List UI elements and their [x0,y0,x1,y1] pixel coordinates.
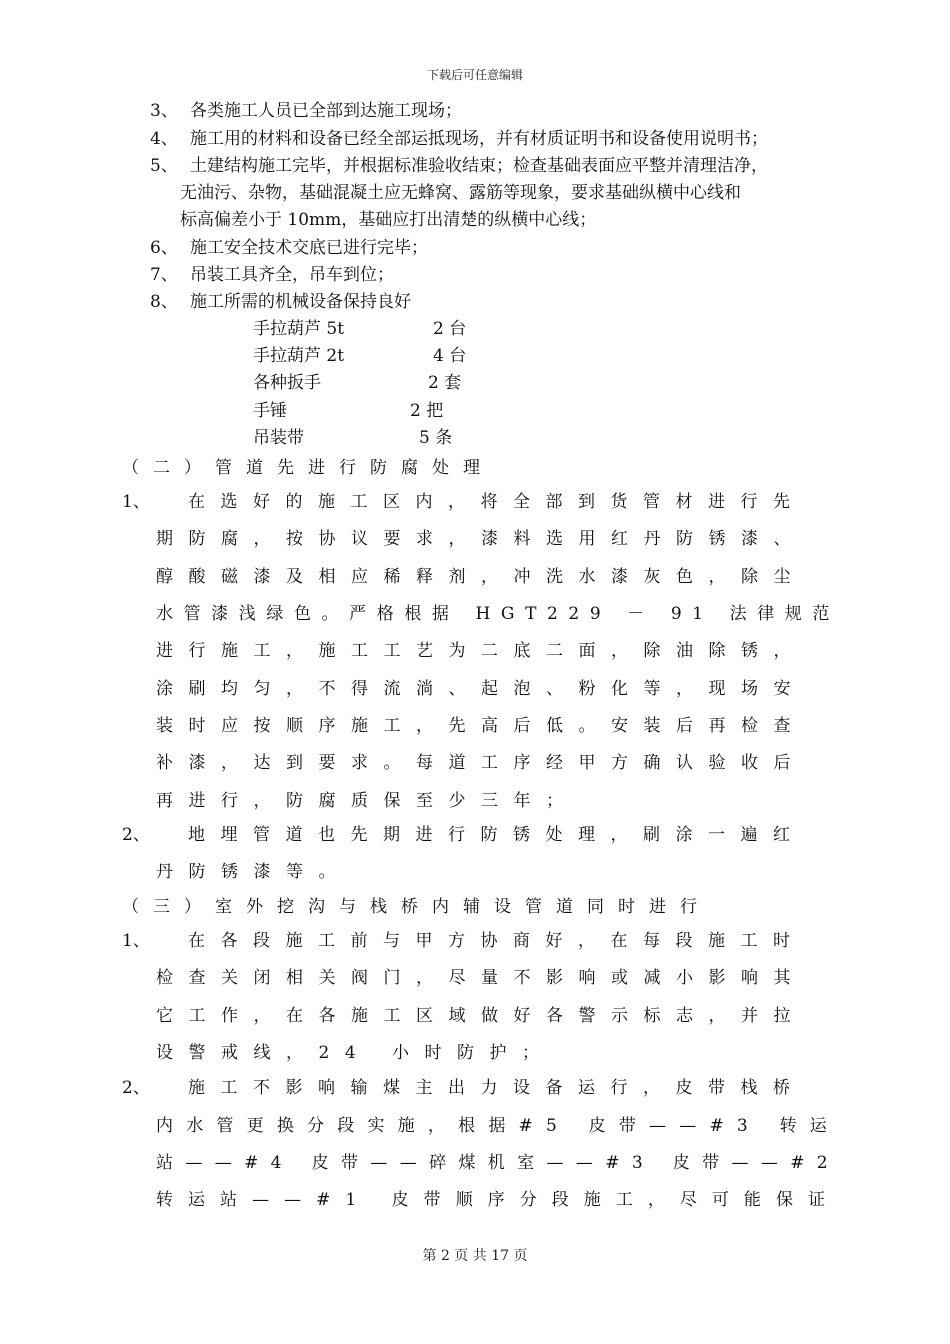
tool-quantity: 5 条 [419,428,453,448]
paragraph-line: 水管漆浅绿色。严格根据 HGT229 － 91 法律规范 [156,604,840,624]
paragraph-line: 检查关闭相关阀门，尽量不影响或减小影响其 [156,968,806,988]
list-number: 7、 [150,265,178,285]
tool-name: 手拉葫芦 2t [253,346,345,366]
tool-quantity: 2 把 [410,401,444,421]
list-item: 施工用的材料和设备已经全部运抵现场，并有材质证明书和设备使用说明书； [190,129,768,149]
tool-quantity: 2 台 [433,319,467,339]
paragraph-line: 设警戒线，24 小时防护； [156,1043,555,1063]
list-item-continued: 无油污、杂物，基础混凝土应无蜂窝、露筋等现象，要求基础纵横中心线和 [180,183,741,203]
list-number: 8、 [150,292,178,312]
tool-name: 手拉葫芦 5t [253,319,345,339]
paragraph-line: 转运站——#1 皮带顺序分段施工，尽可能保证 [156,1190,840,1210]
list-item: 土建结构施工完毕，并根据标准验收结束；检查基础表面应平整并清理洁净， [190,156,768,176]
section-heading: （二）管道先进行防腐处理 [122,458,494,478]
tool-quantity: 4 台 [433,346,467,366]
paragraph-line: 在各段施工前与甲方协商好，在每段施工时 [188,931,806,951]
list-number: 6、 [150,238,178,258]
page-header: 下载后可任意编辑 [426,68,523,82]
list-number: 2、 [122,1078,150,1098]
list-number: 3、 [150,101,178,121]
list-item: 施工所需的机械设备保持良好 [190,292,411,312]
paragraph-line: 涂刷均匀，不得流淌、起泡、粉化等，现场安 [156,679,806,699]
tool-name: 各种扳手 [253,373,321,393]
paragraph-line: 再进行，防腐质保至少三年； [156,791,579,811]
tool-name: 手锤 [253,401,287,421]
list-number: 1、 [122,931,150,951]
paragraph-line: 在选好的施工区内，将全部到货管材进行先 [188,492,806,512]
paragraph-line: 期防腐，按协议要求，漆料选用红丹防锈漆、 [156,529,806,549]
page-footer: 第 2 页 共 17 页 [422,1248,528,1264]
paragraph-line: 地埋管道也先期进行防锈处理，刷涂一遍红 [188,825,806,845]
list-item: 各类施工人员已全部到达施工现场； [190,101,462,121]
list-item-continued: 标高偏差小于 10mm，基础应打出清楚的纵横中心线； [180,210,597,230]
list-item: 施工安全技术交底已进行完毕； [190,238,428,258]
paragraph-line: 内水管更换分段实施，根据#5 皮带——#3 转运 [156,1116,840,1136]
tool-name: 吊装带 [253,428,304,448]
paragraph-line: 站——#4 皮带——碎煤机室——#3 皮带——#2 [156,1153,840,1173]
paragraph-line: 醇酸磁漆及相应稀释剂，冲洗水漆灰色，除尘 [156,567,806,587]
list-item: 吊装工具齐全，吊车到位； [190,265,394,285]
paragraph-line: 补漆，达到要求。每道工序经甲方确认验收后 [156,753,806,773]
section-heading: （三）室外挖沟与栈桥内辅设管道同时进行 [122,897,711,917]
list-number: 4、 [150,129,178,149]
paragraph-line: 丹防锈漆等。 [156,862,351,882]
list-number: 2、 [122,825,150,845]
paragraph-line: 进行施工，施工工艺为二底二面，除油除锈， [156,641,806,661]
paragraph-line: 施工不影响输煤主出力设备运行，皮带栈桥 [188,1078,806,1098]
list-number: 1、 [122,492,150,512]
paragraph-line: 装时应按顺序施工，先高后低。安装后再检查 [156,716,806,736]
tool-quantity: 2 套 [428,373,462,393]
list-number: 5、 [150,156,178,176]
paragraph-line: 它工作，在各施工区域做好各警示标志，并拉 [156,1006,806,1026]
